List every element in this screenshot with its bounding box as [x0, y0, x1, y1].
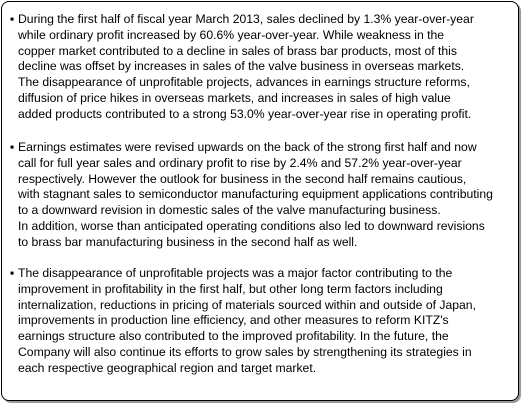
paragraph-line: ▪ The disappearance of unprofitable projects was a major factor contributing to the [10, 266, 453, 280]
paragraph-line: earnings structure also contributed to the improved profitability. In the future, the [18, 329, 449, 344]
paragraph-line: added products contributed to a strong 53.0% year-over-year rise in operating profit. [18, 106, 472, 121]
paragraph-line: ▪ During the first half of fiscal year March 2013, sales declined by 1.3% year-over-year [10, 12, 474, 26]
paragraph-line: Company will also continue its efforts to grow sales by strengthening its strategies in [18, 344, 472, 359]
paragraph-line: with stagnant sales to semiconductor manufacturing equipment applications contributing [18, 187, 493, 202]
paragraph-line: improvements in production line efficiency, and other measures to reform KITZ's [18, 313, 449, 328]
paragraph-line: internalization, reductions in pricing of materials sourced within and outside of Japan, [18, 297, 476, 312]
paragraph-line: to a downward revision in domestic sales of the valve manufacturing business. [18, 203, 441, 218]
bullet-icon: ▪ [10, 140, 15, 154]
paragraph-line: ▪ Earnings estimates were revised upwards on the back of the strong first half and now [10, 140, 477, 154]
text-panel [1, 1, 519, 401]
paragraph-line: decline was offset by increases in sales of the valve business in overseas markets. [18, 59, 465, 74]
paragraph-line: each respective geographical region and target market. [18, 360, 317, 375]
paragraph-line: to brass bar manufacturing business in the second half as well. [18, 234, 358, 249]
paragraph-line: copper market contributed to a decline in sales of brass bar products, most of this [18, 43, 457, 58]
paragraph-line: improvement in profitability in the first half, but other long term factors including [18, 281, 443, 296]
paragraph-line: while ordinary profit increased by 60.6% year-over-year. While weakness in the [18, 27, 445, 42]
paragraph-earnings-estimates [10, 140, 518, 251]
paragraph-line: diffusion of price hikes in overseas markets, and increases in sales of high value [18, 90, 451, 105]
bullet-icon: ▪ [10, 266, 15, 280]
bullet-icon: ▪ [10, 12, 15, 26]
paragraph-line: call for full year sales and ordinary profit to rise by 2.4% and 57.2% year-over-year [18, 155, 462, 170]
paragraph-profitability-factors [10, 266, 518, 377]
paragraph-first-half-results [10, 12, 518, 123]
paragraph-line: The disappearance of unprofitable projects, advances in earnings structure reforms, [18, 75, 470, 90]
paragraph-line: In addition, worse than anticipated operating conditions also led to downward revisions [18, 218, 485, 233]
paragraph-line: respectively. However the outlook for business in the second half remains cautious, [18, 171, 467, 186]
